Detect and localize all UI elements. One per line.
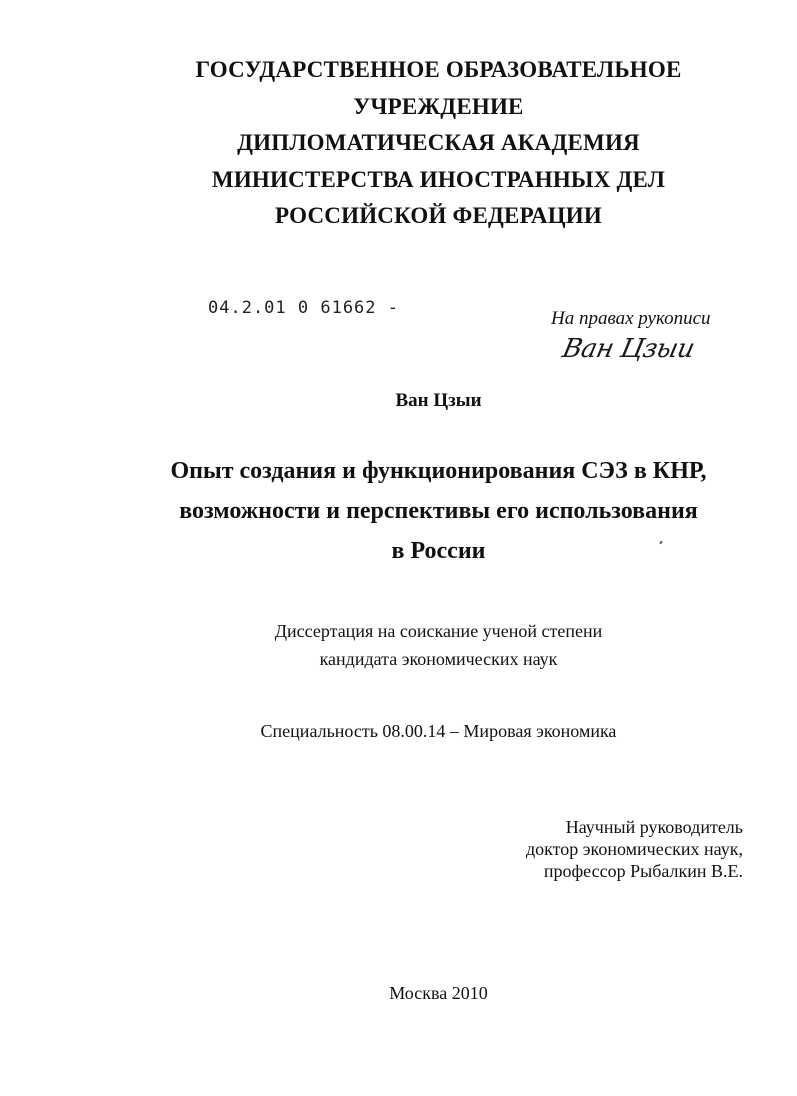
title-line: Опыт создания и функционирования СЭЗ в КНР, (170, 458, 707, 484)
specialty: Специальность 08.00.14 – Мировая экономика (260, 721, 617, 741)
supervisor-line: профессор Рыбалкин В.Е. (543, 861, 743, 881)
degree-statement (0, 617, 797, 673)
catalog-number-stamp: 04.2.01 0 61662 - (208, 298, 399, 318)
city-year: Москва 2010 (389, 983, 488, 1003)
institution-line: ДИПЛОМАТИЧЕСКАЯ АКАДЕМИЯ (237, 130, 640, 155)
institution-line: МИНИСТЕРСТВА ИНОСТРАННЫХ ДЕЛ (211, 166, 666, 192)
institution-header (0, 52, 797, 235)
title-line: возможности и перспективы его использования (179, 498, 698, 524)
title-line: в России (391, 538, 486, 564)
handwritten-signature: Ван Цзыи (559, 334, 697, 364)
degree-line: кандидата экономических наук (319, 649, 558, 669)
dissertation-title (0, 451, 797, 571)
institution-line: ГОСУДАРСТВЕННОЕ ОБРАЗОВАТЕЛЬНОЕ (195, 57, 682, 82)
author-name: Ван Цзыи (395, 390, 482, 411)
supervisor-line: Научный руководитель (565, 817, 743, 837)
institution-line: РОССИЙСКОЙ ФЕДЕРАЦИИ (275, 203, 602, 228)
supervisor-line: доктор экономических наук, (526, 839, 743, 859)
institution-line: УЧРЕЖДЕНИЕ (353, 93, 524, 119)
supervisor-block (526, 816, 743, 882)
manuscript-note: На правах рукописи (551, 308, 711, 329)
degree-line: Диссертация на соискание ученой степени (274, 621, 603, 641)
